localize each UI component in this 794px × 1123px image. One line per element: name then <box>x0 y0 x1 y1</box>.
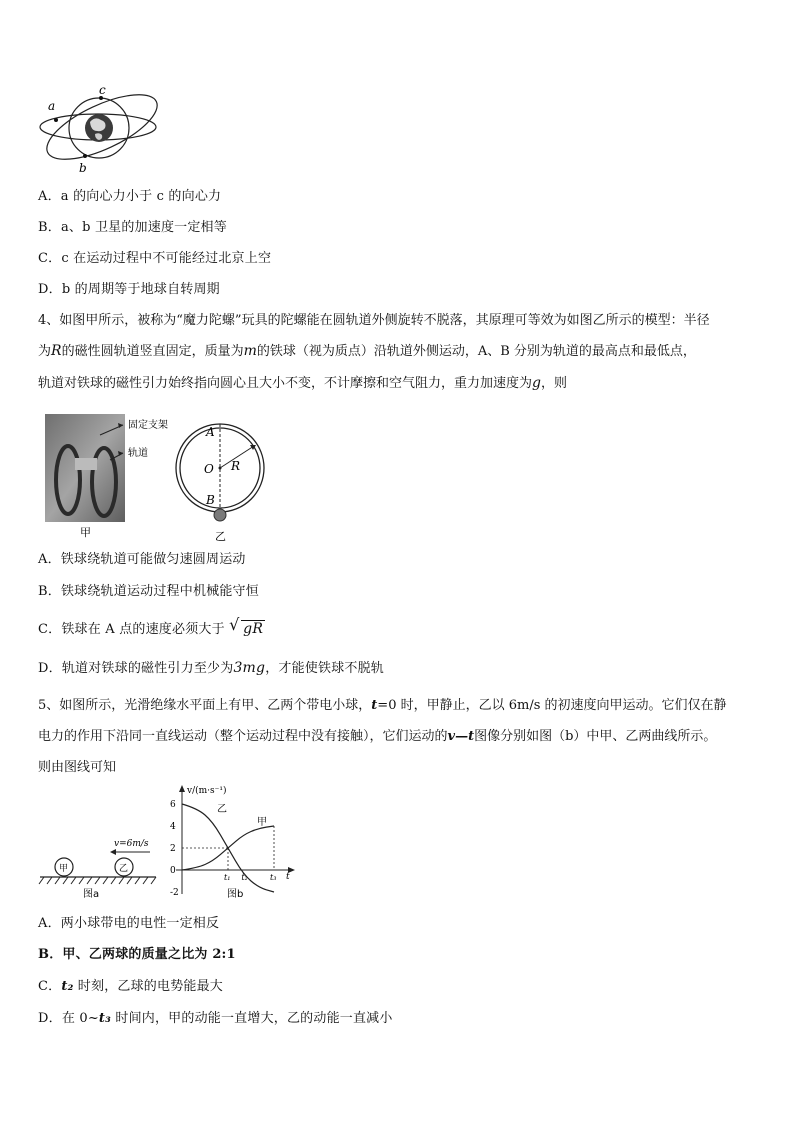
x-tick-label: t₃ <box>270 873 277 882</box>
iron-ball <box>214 509 226 521</box>
var-t3: t₃ <box>98 1011 112 1026</box>
q4-option-d-text: ，才能使铁球不脱轨 <box>265 661 384 676</box>
label-R: R <box>231 459 241 473</box>
q5-stem-line2 <box>38 729 716 745</box>
curve-jia-label: 甲 <box>257 817 267 828</box>
q4-stem-text: 的铁球（视为质点）沿轨道外侧运动，A、B 分别为轨道的最高点和最低点， <box>256 344 696 359</box>
label-track: 轨道 <box>128 448 148 459</box>
vt-chart <box>162 782 302 902</box>
q5-stem-line1 <box>38 698 727 714</box>
y-tick-label: 6 <box>170 800 176 810</box>
label-A: A <box>206 425 215 439</box>
q3-option-d: D．b 的周期等于地球自转周期 <box>38 282 220 297</box>
sqrt-gR: √ gR <box>229 615 264 637</box>
label-support: 固定支架 <box>128 420 168 431</box>
label-O: O <box>204 462 214 476</box>
var-t2: t₂ <box>61 979 74 994</box>
var-m: m <box>243 343 257 359</box>
q5-option-a: A．两小球带电的电性一定相反 <box>38 916 220 931</box>
q4-option-b: B．铁球绕轨道运动过程中机械能守恒 <box>38 584 259 599</box>
q5-stem-text: 图像分别如图（b）中甲、乙两曲线所示。 <box>474 729 717 744</box>
var-vt: v—t <box>447 729 475 744</box>
q4-option-c <box>38 615 265 638</box>
q5-stem-text: 电力的作用下沿同一直线运动（整个运动过程中没有接触），它们运动的 <box>38 729 448 744</box>
q5-option-d-text: 时间内，甲的动能一直增大，乙的动能一直减小 <box>111 1011 393 1026</box>
q4-stem-text: 为 <box>38 344 52 359</box>
q5-stem-line3: 则由图线可知 <box>38 760 117 775</box>
q4-stem-line2 <box>38 343 696 360</box>
figure-b-caption: 图b <box>227 889 244 900</box>
q3-option-b: B．a、b 卫星的加速度一定相等 <box>38 220 227 235</box>
y-axis-label: v/(m·s⁻¹) <box>187 786 227 796</box>
q4-stem-text: ，则 <box>540 376 567 391</box>
q5-stem-text: =0 时，甲静止，乙以 6m/s 的初速度向甲运动。它们仅在静 <box>377 698 727 713</box>
circle-model-figure <box>172 418 272 546</box>
ball-yi-label: 乙 <box>119 864 129 874</box>
orbit-figure <box>36 86 166 176</box>
y-tick-label: -2 <box>170 888 179 898</box>
y-tick-label: 2 <box>170 844 176 854</box>
q4-option-d <box>38 660 384 677</box>
figure-a-caption: 图a <box>83 889 100 900</box>
q4-stem-line3 <box>38 375 567 392</box>
label-B: B <box>206 493 215 507</box>
q3-option-c: C．c 在运动过程中不可能经过北京上空 <box>38 251 272 266</box>
figure-a <box>38 830 158 900</box>
x-tick-label: t₂ <box>241 873 248 882</box>
label-b: b <box>79 161 87 175</box>
label-jia: 甲 <box>80 526 91 539</box>
label-a: a <box>48 99 56 113</box>
q4-option-c-text: C．铁球在 A 点的速度必须大于 <box>38 622 225 637</box>
q4-stem-text: 的磁性圆轨道竖直固定，质量为 <box>61 344 244 359</box>
var-t: t <box>371 698 378 713</box>
q5-option-c <box>38 979 223 995</box>
q4-option-d-text: D．轨道对铁球的磁性引力至少为 <box>38 661 234 676</box>
y-tick-label: 4 <box>170 822 176 832</box>
label-c: c <box>99 86 106 97</box>
x-axis-label: t <box>286 872 290 882</box>
label-yi: 乙 <box>215 530 226 543</box>
q5-option-d-text: D．在 0~ <box>38 1011 99 1026</box>
q4-option-a: A．铁球绕轨道可能做匀速圆周运动 <box>38 552 246 567</box>
velocity-label: v=6m/s <box>114 839 149 849</box>
ball-jia-label: 甲 <box>59 864 69 874</box>
x-tick-label: t₁ <box>224 873 231 882</box>
y-tick-label: 0 <box>170 866 176 876</box>
math-3mg: 3mg <box>233 660 266 676</box>
q5-option-b: B．甲、乙两球的质量之比为 2:1 <box>38 947 236 962</box>
q4-stem-text: 轨道对铁球的磁性引力始终指向圆心且大小不变，不计摩擦和空气阻力，重力加速度为 <box>38 376 533 391</box>
var-g: g <box>532 375 541 391</box>
q3-option-a: A．a 的向心力小于 c 的向心力 <box>38 189 222 204</box>
q5-option-d <box>38 1011 393 1027</box>
curve-yi-label: 乙 <box>217 804 227 815</box>
toy-photo-figure <box>40 410 180 540</box>
sqrt-radicand: gR <box>243 621 264 637</box>
q5-stem-text: 5、如图所示，光滑绝缘水平面上有甲、乙两个带电小球， <box>38 698 372 713</box>
q5-option-c-text: 时刻，乙球的电势能最大 <box>73 979 224 994</box>
q4-stem-line1: 4、如图甲所示，被称为“魔力陀螺”玩具的陀螺能在圆轨道外侧旋转不脱落，其原理可等效为如图乙所示的模型：半径 <box>38 313 710 328</box>
q5-option-c-text: C． <box>38 979 62 994</box>
var-R: R <box>51 343 62 359</box>
